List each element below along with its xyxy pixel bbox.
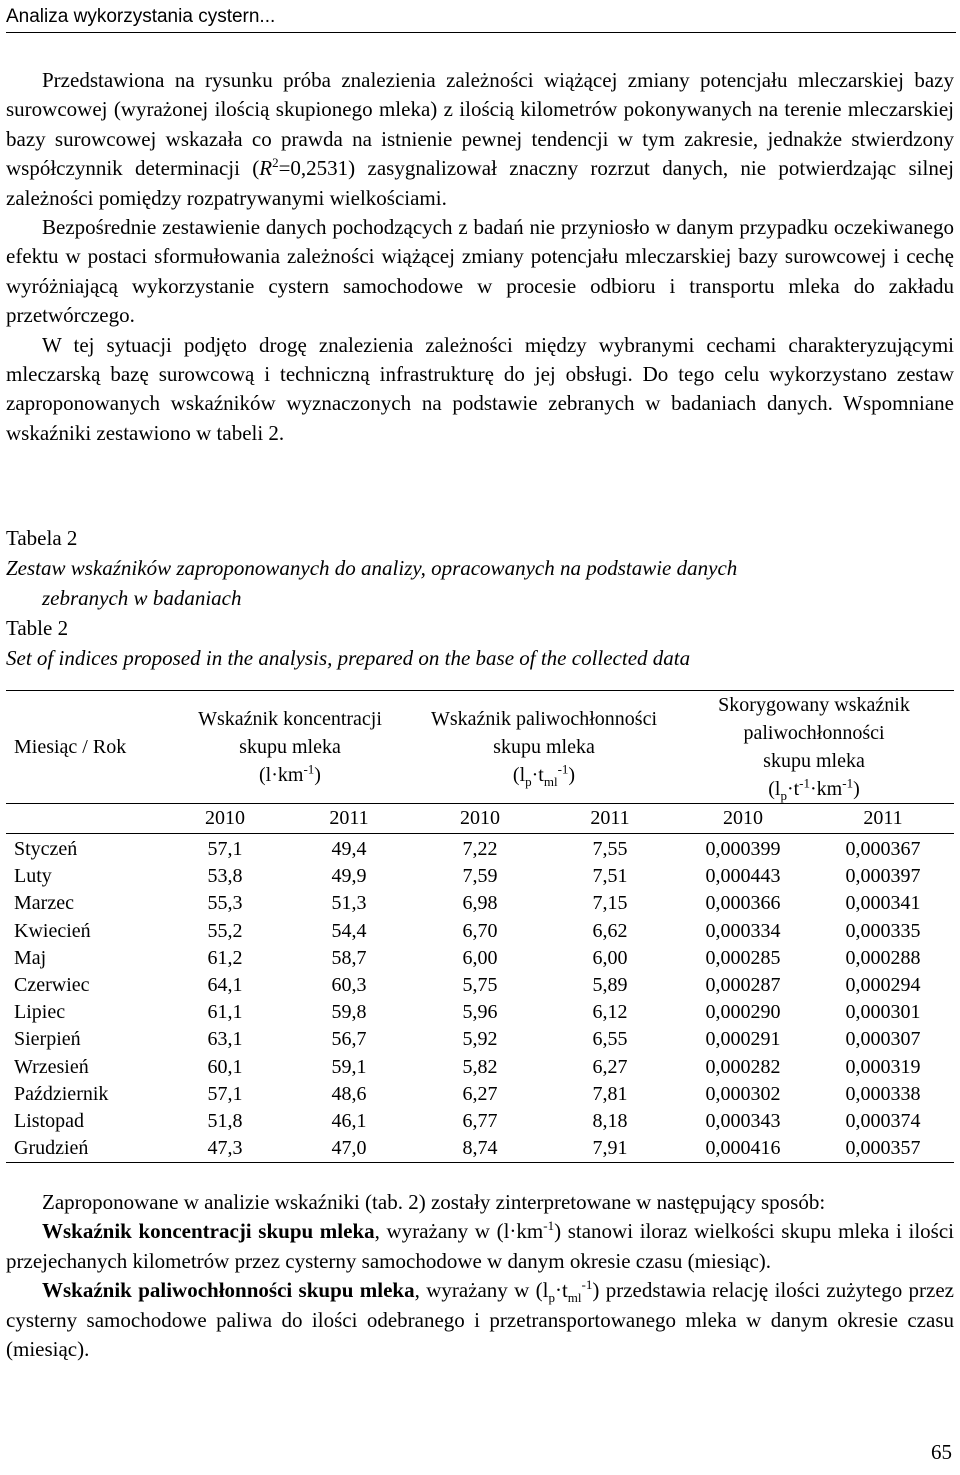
value-cell: 0,000302 xyxy=(705,1082,781,1105)
year-header: 2010 xyxy=(674,804,812,834)
value-cell: 5,92 xyxy=(462,1028,498,1051)
value-cell: 6,62 xyxy=(592,919,628,942)
year-header: 2011 xyxy=(284,804,414,834)
value-cell: 0,000399 xyxy=(705,838,781,861)
value-cell: 8,74 xyxy=(462,1137,498,1160)
value-cell: 7,55 xyxy=(592,838,628,861)
month-cell: Sierpień xyxy=(14,1028,81,1051)
table-row xyxy=(6,1026,954,1053)
value-cell: 6,98 xyxy=(462,892,498,915)
value-cell: 5,96 xyxy=(462,1001,498,1024)
running-header: Analiza wykorzystania cystern... xyxy=(6,2,956,33)
header-fuel-index: Wskaźnik paliwochłonności skupu mleka $(l_p\cdot t_{ml}^{-1})$ xyxy=(430,708,658,789)
value-cell: 7,59 xyxy=(462,865,498,888)
value-cell: 6,27 xyxy=(592,1055,628,1078)
value-cell: 0,000366 xyxy=(705,892,781,915)
value-cell: 6,00 xyxy=(462,946,498,969)
value-cell: 47,3 xyxy=(207,1137,243,1160)
value-cell: 0,000285 xyxy=(705,946,781,969)
table-row xyxy=(6,1135,954,1163)
table-row xyxy=(6,1054,954,1081)
value-cell: 0,000307 xyxy=(845,1028,921,1051)
value-cell: 7,81 xyxy=(592,1082,628,1105)
value-cell: 59,8 xyxy=(331,1001,367,1024)
paragraph-2: Bezpośrednie zestawienie danych pochodzących z badań nie przyniosło w danym przypadku oczekiwanego efektu w postaci sformułowania zależności wiążącej zmiany potencjału mleczarskiej bazy surowcowej i cechę wyróżniającą wykorzystanie cystern samochodowe w procesie odbioru i transportu mleka do zakładu przetwórczego. xyxy=(6,215,954,328)
value-cell: 56,7 xyxy=(331,1028,367,1051)
value-cell: 64,1 xyxy=(207,974,243,997)
value-cell: 7,22 xyxy=(462,838,498,861)
value-cell: 6,70 xyxy=(462,919,498,942)
value-cell: 0,000301 xyxy=(845,1001,921,1024)
caption-label-en: Table 2 xyxy=(6,616,69,640)
value-cell: 0,000341 xyxy=(845,892,921,915)
interpretation-text xyxy=(6,1188,954,1364)
value-cell: 49,9 xyxy=(331,865,367,888)
value-cell: 59,1 xyxy=(331,1055,367,1078)
month-cell: Wrzesień xyxy=(14,1055,89,1078)
table-row xyxy=(6,918,954,945)
value-cell: 60,3 xyxy=(331,974,367,997)
table-body xyxy=(6,834,954,1163)
value-cell: 60,1 xyxy=(207,1055,243,1078)
year-header-row xyxy=(6,804,954,834)
paragraph-1: Przedstawiona na rysunku próba znalezienia zależności wiążącej zmiany potencjału mleczarskiej bazy surowcowej (wyrażonej ilością skupionego mleka) z ilością kilometrów pokonywanych na terenie mleczarskiej bazy surowcowej wskazała co prawda na istnienie pewnej tendencji w tym zakresie, jednakże stwierdzony współczynnik determinacji $(R^2=0,2531)$ zasygnalizował znaczny rozrzut danych, nie potwierdzając silnej zależności pomiędzy rozpatrywanymi wielkościami. xyxy=(6,68,955,210)
month-cell: Czerwiec xyxy=(14,974,90,997)
value-cell: 49,4 xyxy=(331,838,367,861)
caption-title-en: Set of indices proposed in the analysis, prepared on the base of the collected data xyxy=(6,646,691,670)
month-cell: Październik xyxy=(14,1082,109,1105)
value-cell: 0,000357 xyxy=(845,1137,921,1160)
definition-concentration: Wskaźnik koncentracji skupu mleka, wyrażany w $(l\cdot km^{-1})$ stanowi iloraz wielkości skupu mleka i ilości przejechanych kilometrów przez cysterny samochodowe w danym okresie czasu (miesiąc). xyxy=(6,1218,954,1273)
month-cell: Listopad xyxy=(14,1109,84,1132)
value-cell: 6,55 xyxy=(592,1028,628,1051)
value-cell: 0,000338 xyxy=(845,1082,921,1105)
value-cell: 0,000397 xyxy=(845,865,921,888)
table-row xyxy=(6,972,954,999)
value-cell: 55,3 xyxy=(207,892,243,915)
value-cell: 0,000334 xyxy=(705,919,781,942)
value-cell: 48,6 xyxy=(331,1082,367,1105)
value-cell: 5,89 xyxy=(592,974,628,997)
month-cell: Lipiec xyxy=(14,1001,66,1024)
caption-label-pl: Tabela 2 xyxy=(6,526,78,550)
month-cell: Marzec xyxy=(14,892,74,915)
indices-table xyxy=(6,690,954,1163)
table-caption xyxy=(6,523,954,673)
value-cell: 0,000288 xyxy=(845,946,921,969)
caption-title-pl: Zestaw wskaźników zaproponowanych do analizy, opracowanych na podstawie danych xyxy=(6,556,738,580)
value-cell: 6,12 xyxy=(592,1001,628,1024)
value-cell: 0,000343 xyxy=(705,1109,781,1132)
value-cell: 6,77 xyxy=(462,1109,498,1132)
year-header-blank xyxy=(6,804,166,834)
intro-text xyxy=(6,66,954,448)
year-header: 2011 xyxy=(546,804,674,834)
value-cell: 7,91 xyxy=(592,1137,628,1160)
value-cell: 0,000443 xyxy=(705,865,781,888)
definition-fuel: Wskaźnik paliwochłonności skupu mleka, wyrażany w $(l_p\cdot t_{ml}^{-1})$ przedstawia relację ilości zużytego przez cysterny samochodowe paliwa do ilości odebranego i przetransportowanego mleka w danym okresie czasu (miesiąc). xyxy=(6,1277,954,1362)
header-month-year: Miesiąc / Rok xyxy=(14,736,127,758)
table-row xyxy=(6,863,954,890)
month-cell: Styczeń xyxy=(14,838,78,861)
value-cell: 0,000294 xyxy=(845,974,921,997)
year-header: 2010 xyxy=(414,804,546,834)
value-cell: 0,000367 xyxy=(845,838,921,861)
table-row xyxy=(6,834,954,864)
header-concentration-index: Wskaźnik koncentracji skupu mleka $(l\cdot km^{-1})$ xyxy=(198,708,382,786)
value-cell: 8,18 xyxy=(592,1109,628,1132)
value-cell: 54,4 xyxy=(331,919,367,942)
value-cell: 63,1 xyxy=(207,1028,243,1051)
value-cell: 0,000282 xyxy=(705,1055,781,1078)
value-cell: 0,000290 xyxy=(705,1001,781,1024)
month-cell: Kwiecień xyxy=(14,919,91,942)
table-row xyxy=(6,890,954,917)
value-cell: 0,000319 xyxy=(845,1055,921,1078)
value-cell: 58,7 xyxy=(331,946,367,969)
table-row xyxy=(6,1081,954,1108)
value-cell: 7,15 xyxy=(592,892,628,915)
interpretation-intro: Zaproponowane w analizie wskaźniki (tab. 2) zostały zinterpretowane w następujący sposób: xyxy=(42,1190,826,1214)
value-cell: 0,000416 xyxy=(705,1137,781,1160)
value-cell: 0,000374 xyxy=(845,1109,921,1132)
value-cell: 51,8 xyxy=(207,1109,243,1132)
table-row xyxy=(6,1108,954,1135)
value-cell: 51,3 xyxy=(331,892,367,915)
value-cell: 57,1 xyxy=(207,1082,243,1105)
value-cell: 47,0 xyxy=(331,1137,367,1160)
value-cell: 0,000291 xyxy=(705,1028,781,1051)
table-row xyxy=(6,945,954,972)
value-cell: 6,00 xyxy=(592,946,628,969)
value-cell: 61,1 xyxy=(207,1001,243,1024)
value-cell: 7,51 xyxy=(592,865,628,888)
value-cell: 61,2 xyxy=(207,946,243,969)
value-cell: 53,8 xyxy=(207,865,243,888)
value-cell: 0,000287 xyxy=(705,974,781,997)
paragraph-3: W tej sytuacji podjęto drogę znalezienia zależności między wybranymi cechami charakteryzującymi mleczarską bazę surowcową i techniczną infrastrukturę do jej obsługi. Do tego celu wykorzystano zestaw zaproponowanych wskaźników wyznaczonych na podstawie zebranych w badaniach danych. Wspomniane wskaźniki zestawiono w tabeli 2. xyxy=(6,332,954,445)
value-cell: 55,2 xyxy=(207,919,243,942)
month-cell: Maj xyxy=(14,946,47,969)
value-cell: 57,1 xyxy=(207,838,243,861)
month-cell: Luty xyxy=(14,865,52,888)
month-cell: Grudzień xyxy=(14,1137,89,1160)
value-cell: 46,1 xyxy=(331,1109,367,1132)
value-cell: 5,82 xyxy=(462,1055,498,1078)
value-cell: 0,000335 xyxy=(845,919,921,942)
year-header: 2010 xyxy=(166,804,284,834)
table-row xyxy=(6,999,954,1026)
value-cell: 6,27 xyxy=(462,1082,498,1105)
header-corrected-fuel-index: Skorygowany wskaźnik paliwochłonności skupu mleka $(l_p\cdot t^{-1}\cdot km^{-1})$ xyxy=(718,694,910,803)
page-number: 65 xyxy=(931,1440,952,1464)
year-header: 2011 xyxy=(812,804,954,834)
caption-title-pl-cont: zebranych w badaniach xyxy=(42,586,242,610)
value-cell: 5,75 xyxy=(462,974,498,997)
